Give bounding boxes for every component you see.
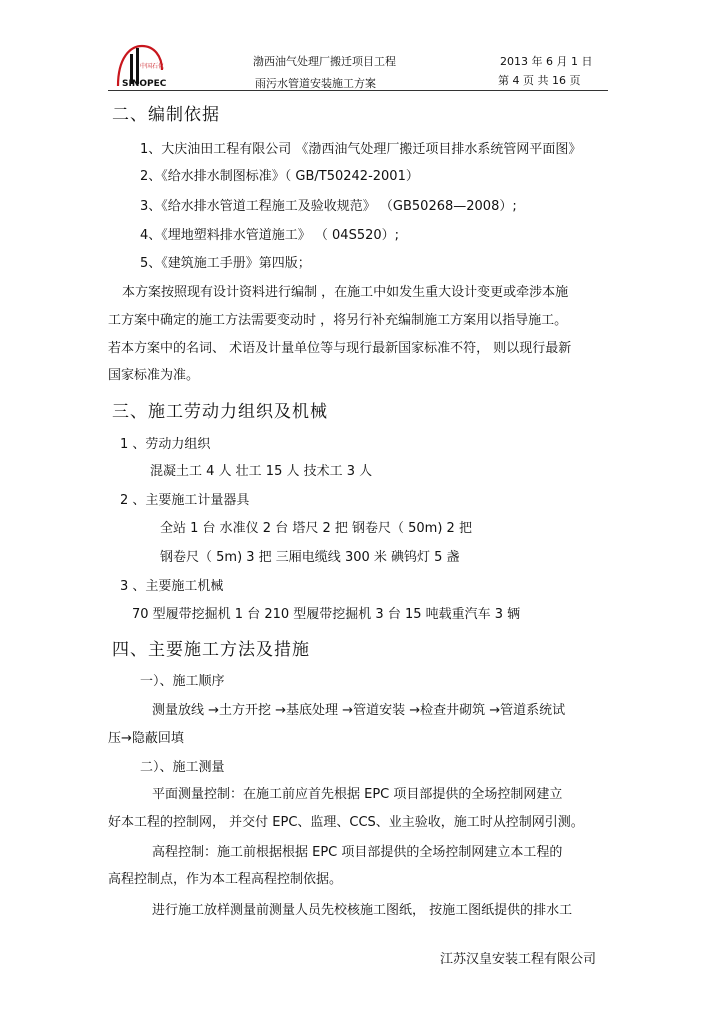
elevation-control-line1: 高程控制：施工前根据根据 EPC 项目部提供的全场控制网建立本工程的 (152, 845, 563, 860)
basis-item-2: 2、《给水排水制图标准》（ GB/T50242-2001） (140, 169, 419, 184)
basis-item-3: 3、《给水排水管道工程施工及验收规范》 （GB50268—2008）; (140, 199, 517, 214)
machines-subheading: 3 、主要施工机械 (120, 579, 224, 594)
svg-text:中国石化: 中国石化 (140, 63, 165, 70)
section-3-title: 三、施工劳动力组织及机械 (112, 402, 328, 422)
svg-text:SINOPEC: SINOPEC (122, 79, 167, 89)
sinopec-logo (112, 40, 168, 90)
header-project-line2: 雨污水管道安装施工方案 (255, 77, 376, 90)
basis-item-1: 1、大庆油田工程有限公司 《渤西油气处理厂搬迁项目排水系统管网平面图》 (140, 142, 582, 157)
basis-paragraph-line: 工方案中确定的施工方法需要变动时 ，将另行补充编制施工方案用以指导施工。 (108, 313, 568, 328)
header-rule (108, 90, 608, 91)
footer-company: 江苏汉皇安装工程有限公司 (440, 952, 597, 967)
labor-subheading: 1 、劳动力组织 (120, 437, 211, 452)
section-2-title: 二、编制依据 (112, 105, 220, 125)
sequence-subheading: 一）、施工顺序 (140, 674, 225, 689)
sequence-line1: 测量放线 →土方开挖 →基底处理 →管道安装 →检查井砌筑 →管道系统试 (152, 703, 566, 718)
plane-control-line2: 好本工程的控制网， 并交付 EPC、监理、CCS、业主验收，施工时从控制网引测。 (108, 815, 584, 830)
tools-subheading: 2 、主要施工计量器具 (120, 493, 250, 508)
basis-item-4: 4、《埋地塑料排水管道施工》 （ 04S520）; (140, 228, 400, 243)
machines-list: 70 型履带挖掘机 1 台 210 型履带挖掘机 3 台 15 吨载重汽车 3 辆 (132, 607, 521, 622)
tools-list-line2: 钢卷尺（ 5m) 3 把 三厢电缆线 300 米 碘钨灯 5 盏 (160, 550, 460, 565)
header-page-info: 第 4 页 共 16 页 (498, 74, 581, 87)
tools-list-line1: 全站 1 台 水准仪 2 台 塔尺 2 把 钢卷尺（ 50m) 2 把 (160, 521, 472, 536)
survey-subheading: 二）、施工测量 (140, 760, 225, 775)
basis-paragraph-line: 本方案按照现有设计资料进行编制 ，在施工中如发生重大设计变更或牵涉本施 (122, 285, 569, 300)
section-4-title: 四、主要施工方法及措施 (112, 640, 310, 660)
sequence-line2: 压→隐蔽回填 (108, 731, 184, 746)
elevation-control-line2: 高程控制点，作为本工程高程控制依据。 (108, 872, 343, 887)
layout-survey-line1: 进行施工放样测量前测量人员先校核施工图纸， 按施工图纸提供的排水工 (152, 903, 573, 918)
basis-paragraph-line: 国家标准为准。 (108, 368, 200, 383)
labor-list: 混凝土工 4 人 壮工 15 人 技术工 3 人 (150, 464, 373, 479)
header-project-line1: 渤西油气处理厂搬迁项目工程 (253, 55, 396, 68)
plane-control-line1: 平面测量控制：在施工前应首先根据 EPC 项目部提供的全场控制网建立 (152, 787, 563, 802)
header-date: 2013 年 6 月 1 日 (500, 55, 593, 68)
basis-item-5: 5、《建筑施工手册》第四版； (140, 256, 311, 271)
basis-paragraph-line: 若本方案中的名词、 术语及计量单位等与现行最新国家标准不符， 则以现行最新 (108, 341, 572, 356)
